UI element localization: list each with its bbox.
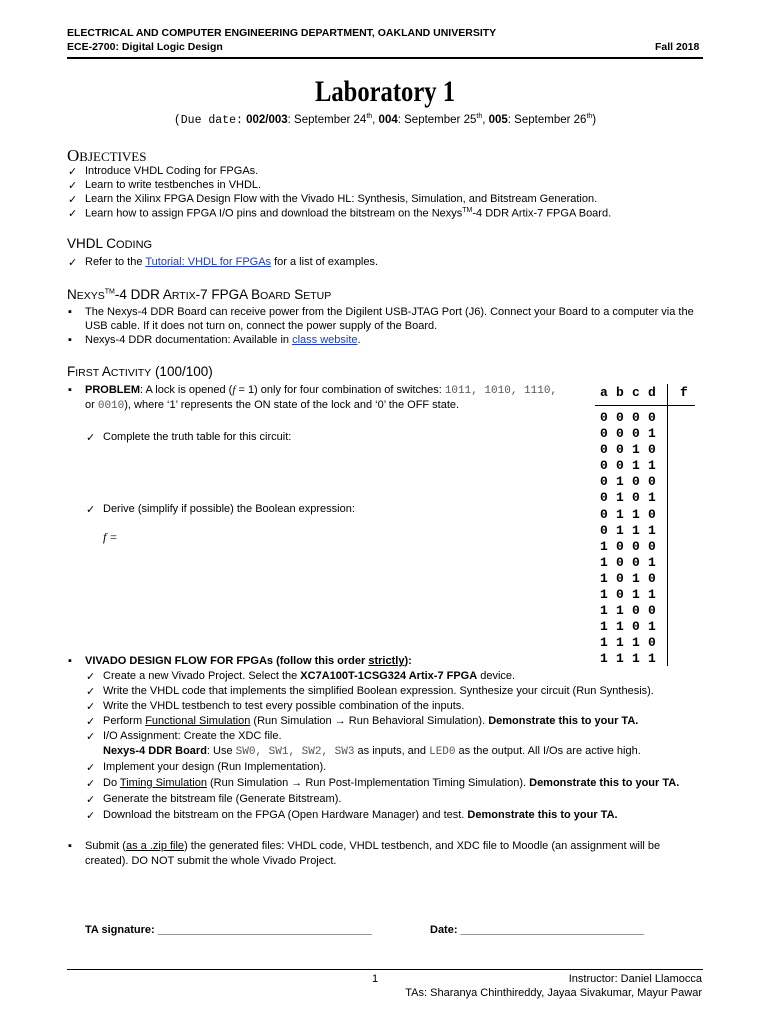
truth-table-cell: 1	[648, 458, 656, 474]
truth-table-cell: 0	[600, 506, 608, 522]
nh4: -4 DDR A	[114, 287, 172, 302]
truth-table-cell: 0	[616, 538, 624, 554]
truth-table-cell: 0	[616, 570, 624, 586]
truth-table-cell: 0	[616, 458, 624, 474]
vivado-step-5: ✓ I/O Assignment: Create the XDC file.	[103, 730, 282, 742]
first-activity-heading	[67, 364, 213, 379]
vhdl-coding-heading	[67, 236, 152, 251]
f-equation: f =	[103, 530, 118, 544]
date-1-sup: th	[366, 113, 373, 120]
truth-table-cell: 1	[616, 619, 624, 635]
truth-table-cell: 1	[648, 554, 656, 570]
truth-table-cell: 1	[616, 651, 624, 667]
truth-table-cell: 0	[600, 474, 608, 490]
vivado-step-3: ✓ Write the VHDL testbench to test every possible combination of the inputs.	[103, 700, 464, 712]
due-label: (Due date:	[173, 113, 243, 127]
truth-table-cell: 0	[632, 426, 640, 442]
truth-table-cell: 0	[648, 506, 656, 522]
truth-table	[600, 385, 700, 675]
s7c: Demonstrate this to your TA.	[529, 777, 680, 789]
s7b: (Run Simulation → Run Post-Implementation Timing Simulation).	[206, 777, 530, 789]
s5b-a: Nexys-4 DDR Board	[103, 745, 207, 757]
objectives-heading-rest: BJECTIVES	[79, 149, 147, 164]
vivado-step-6: ✓ Implement your design (Run Implementation).	[103, 761, 326, 773]
objective-4-tm: TM	[462, 207, 473, 214]
truth-table-cell: 0	[648, 410, 656, 425]
s1a: Create a new Vivado Project. Select the	[103, 670, 301, 682]
date-1: : September 24	[287, 113, 367, 126]
header-rule	[67, 57, 703, 59]
s5b-c: as inputs, and	[354, 745, 430, 757]
department-header: ELECTRICAL AND COMPUTER ENGINEERING DEPARTMENT, OAKLAND UNIVERSITY	[67, 27, 497, 39]
truth-table-divider	[667, 384, 668, 666]
truth-table-cell: 1	[600, 570, 608, 586]
submit-b: ) the generated files: VHDL code, VHDL testbench, and XDC file to Moodle (an assignment will be	[184, 840, 661, 852]
truth-table-cell: 0	[600, 458, 608, 474]
truth-table-cell: 1	[648, 522, 656, 538]
truth-table-cell: 1	[616, 635, 624, 651]
objective-1: ✓ Introduce VHDL Coding for FPGAs.	[85, 165, 258, 177]
truth-table-cell: 0	[600, 426, 608, 442]
objectives-heading-first: O	[67, 146, 80, 165]
vhdl-heading-a: VHDL C	[67, 236, 117, 251]
truth-table-cell: 1	[616, 474, 624, 490]
nh6: -7 FPGA B	[195, 287, 261, 302]
s1c: device.	[477, 670, 516, 682]
truth-table-header-d: d	[648, 385, 656, 400]
nh3: TM	[104, 288, 115, 296]
truth-table-cell: 1	[648, 651, 656, 667]
problem-c: ), where ‘1’ represents the ON state of the lock and ‘0’ the OFF state.	[124, 399, 460, 411]
s4c: Demonstrate this to your TA.	[488, 715, 639, 727]
vhdl-tutorial-link[interactable]: Tutorial: VHDL for FPGAs	[145, 256, 272, 268]
nh7: OARD	[260, 290, 291, 302]
fa4: CTIVITY	[110, 367, 152, 379]
due-close: )	[592, 113, 597, 126]
ta-signature-line: TA signature: ___________________________________	[85, 924, 372, 936]
vivado-step-9	[103, 809, 618, 821]
truth-table-cell: 0	[600, 522, 608, 538]
nexys-doc-post: .	[357, 334, 361, 346]
problem-f: f	[232, 384, 236, 396]
vhdl-tutorial-item	[85, 256, 378, 268]
truth-table-cell: 1	[648, 426, 656, 442]
truth-table-cell: 0	[616, 587, 624, 603]
truth-table-cell: 0	[616, 442, 624, 458]
date-3: : September 26	[507, 113, 587, 126]
objective-2: ✓ Learn to write testbenches in VHDL.	[85, 179, 261, 191]
vivado-step-7	[103, 777, 679, 789]
truth-table-cell: 0	[632, 474, 640, 490]
nexys-doc-item	[85, 334, 361, 346]
vivado-step-8: ✓ Generate the bitstream file (Generate Bitstream).	[103, 793, 341, 805]
truth-table-cell: 0	[632, 490, 640, 506]
vivado-step-1	[103, 670, 515, 682]
objective-4-tail: -4 DDR Artix-7 FPGA Board.	[472, 207, 612, 220]
truth-table-cell: 0	[648, 442, 656, 458]
problem-code2: 0010	[97, 400, 125, 412]
section-3: 005	[488, 113, 508, 126]
truth-table-cell: 1	[600, 603, 608, 619]
truth-table-cell: 1	[600, 554, 608, 570]
ta-credits: TAs: Sharanya Chinthireddy, Jayaa Sivakumar, Mayur Pawar	[405, 987, 702, 999]
s7a: Do	[103, 777, 120, 789]
nexys-power-item-cont: USB cable. If it does not turn on, connect the power supply of the Board.	[85, 320, 438, 332]
nh8: S	[290, 287, 304, 302]
truth-table-cell: 0	[600, 442, 608, 458]
truth-table-header-rule	[595, 405, 695, 406]
objective-4-text: Learn how to assign FPGA I/O pins and download the bitstream on the Nexys	[85, 207, 463, 220]
fa3: A	[101, 364, 111, 379]
vivado-heading-b: ):	[404, 655, 412, 667]
truth-table-header-a: a	[600, 385, 608, 400]
vhdl-heading-b: ODING	[116, 239, 153, 251]
section-1: 002/003	[246, 113, 288, 126]
s4b: (Run Simulation → Run Behavioral Simulation).	[250, 715, 489, 727]
truth-table-cell: 0	[648, 474, 656, 490]
problem-statement-cont	[85, 399, 459, 412]
truth-table-cell: 1	[616, 522, 624, 538]
nh5: RTIX	[171, 290, 196, 302]
truth-table-cell: 1	[616, 603, 624, 619]
truth-table-cell: 1	[632, 458, 640, 474]
complete-truth-table-item: ✓ Complete the truth table for this circuit:	[103, 431, 291, 443]
nexys-power-item: ▪ The Nexys-4 DDR Board can receive power from the Digilent USB-JTAG Port (J6). Connect your Board to a computer via the	[85, 306, 694, 318]
footer-rule	[67, 969, 703, 970]
truth-table-cell: 1	[648, 490, 656, 506]
truth-table-cell: 1	[648, 587, 656, 603]
due-date: (Due date: 002/003: September 24th, 004: September 25th, 005: September 26th)	[173, 113, 597, 127]
truth-table-cell: 0	[648, 603, 656, 619]
truth-table-cell: 1	[600, 651, 608, 667]
problem-codes: 1011, 1010, 1110,	[444, 385, 558, 397]
problem-b: = 1) only for four combination of switches:	[235, 384, 445, 396]
s5b-codes: SW0, SW1, SW2, SW3	[235, 746, 355, 758]
truth-table-cell: 0	[632, 619, 640, 635]
s5b-b: : Use	[206, 745, 236, 757]
vivado-step-5-board	[103, 745, 641, 758]
truth-table-cell: 1	[632, 442, 640, 458]
s4u: Functional Simulation	[145, 715, 251, 727]
fa1: F	[67, 364, 76, 379]
course-name: ECE-2700: Digital Logic Design	[67, 41, 223, 53]
date-2-sup: th	[476, 113, 483, 120]
nh1: N	[67, 287, 77, 302]
nh9: ETUP	[303, 290, 332, 302]
truth-table-header-f: f	[680, 385, 688, 400]
vivado-step-2: ✓ Write the VHDL code that implements the simplified Boolean expression. Synthesize your circuit (Run Synthesis).	[103, 685, 654, 697]
objective-3: ✓ Learn the Xilinx FPGA Design Flow with the Vivado HL: Synthesis, Simulation, and Bitstream Generation.	[85, 193, 597, 205]
truth-table-cell: 0	[632, 603, 640, 619]
problem-statement	[85, 384, 557, 397]
page-number: 1	[372, 973, 379, 985]
fa2: IRST	[75, 367, 102, 379]
section-2: 004	[378, 113, 398, 126]
truth-table-cell: 0	[648, 570, 656, 586]
truth-table-cell: 0	[616, 410, 624, 425]
vivado-heading-strictly: strictly	[368, 655, 405, 667]
submit-u: as a .zip file	[125, 840, 185, 852]
s5b-led: LED0	[429, 746, 456, 758]
truth-table-cell: 1	[632, 506, 640, 522]
truth-table-cell: 0	[632, 538, 640, 554]
truth-table-cell: 0	[616, 426, 624, 442]
term: Fall 2018	[655, 41, 700, 53]
truth-table-cell: 1	[632, 522, 640, 538]
derive-expression-item: ✓ Derive (simplify if possible) the Boolean expression:	[103, 503, 355, 515]
truth-table-cell: 1	[616, 506, 624, 522]
nexys-doc-pre: Nexys-4 DDR documentation: Available in	[85, 334, 293, 346]
truth-table-cell: 1	[648, 619, 656, 635]
submit-a: Submit (	[85, 840, 126, 852]
date-line: Date: ______________________________	[430, 924, 645, 936]
truth-table-cell: 0	[616, 554, 624, 570]
problem-or: or	[85, 399, 98, 411]
submit-item	[85, 840, 660, 852]
s1b: XC7A100T-1CSG324 Artix-7 FPGA	[300, 670, 478, 682]
instructor-credit: Instructor: Daniel Llamocca	[568, 973, 702, 985]
truth-table-cell: 1	[600, 538, 608, 554]
truth-table-header-c: c	[632, 385, 640, 400]
vivado-step-4	[103, 715, 638, 727]
truth-table-cell: 1	[600, 619, 608, 635]
s9a: Download the bitstream on the FPGA (Open Hardware Manager) and test.	[103, 809, 468, 821]
objectives-heading	[67, 146, 146, 166]
s5b-d: as the output. All I/Os are active high.	[455, 745, 641, 757]
objective-4	[85, 207, 611, 220]
submit-item-cont: created). DO NOT submit the whole Vivado Project.	[85, 855, 337, 867]
truth-table-cell: 1	[600, 587, 608, 603]
truth-table-cell: 0	[600, 490, 608, 506]
truth-table-cell: 1	[600, 635, 608, 651]
truth-table-cell: 1	[632, 635, 640, 651]
truth-table-header-b: b	[616, 385, 624, 400]
problem-a: : A lock is opened (	[140, 384, 233, 396]
truth-table-cell: 0	[632, 410, 640, 425]
fa5: (100/100)	[151, 364, 213, 379]
vivado-flow-heading	[85, 655, 412, 667]
nexys-setup-heading	[67, 287, 331, 302]
truth-table-cell: 1	[632, 570, 640, 586]
s7u: Timing Simulation	[119, 777, 207, 789]
truth-table-cell: 1	[632, 587, 640, 603]
nh2: EXYS	[76, 290, 105, 302]
date-2: : September 25	[397, 113, 477, 126]
problem-label: PROBLEM	[85, 384, 140, 396]
vivado-heading-a: VIVADO DESIGN FLOW FOR FPGAs (follow this order	[85, 655, 369, 667]
truth-table-cell: 0	[600, 410, 608, 425]
s9b: Demonstrate this to your TA.	[467, 809, 618, 821]
page-title: Laboratory 1	[314, 75, 456, 108]
truth-table-cell: 0	[648, 635, 656, 651]
class-website-link[interactable]: class website	[292, 334, 358, 346]
truth-table-cell: 0	[648, 538, 656, 554]
vhdl-post: for a list of examples.	[271, 256, 379, 268]
date-3-sup: th	[586, 113, 593, 120]
truth-table-cell: 1	[616, 490, 624, 506]
truth-table-cell: 0	[632, 554, 640, 570]
s4a: Perform	[103, 715, 146, 727]
vhdl-pre: Refer to the	[85, 256, 146, 268]
truth-table-cell: 1	[632, 651, 640, 667]
